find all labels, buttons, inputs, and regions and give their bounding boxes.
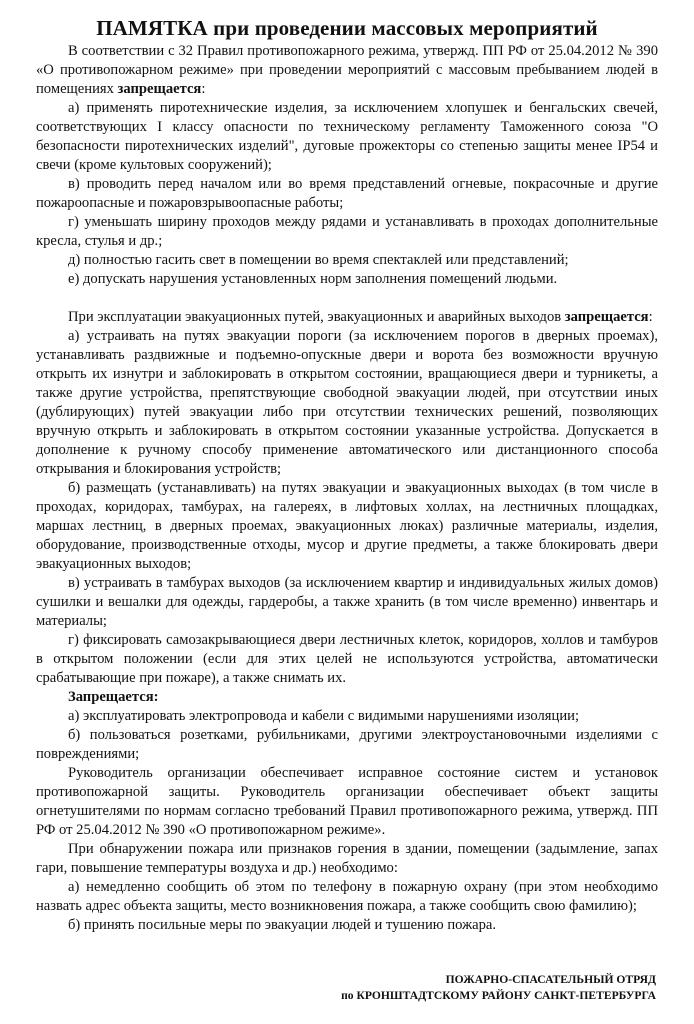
section3-header: Запрещается:	[68, 689, 159, 705]
section3-item-b: б) пользоваться розетками, рубильниками, другими электроустановочными изделиями с повреждениями;	[36, 727, 658, 762]
section1-item-v: в) проводить перед началом или во время представлений огневые, покрасочные и другие пожароопасные и пожаровзрывоопасные работы;	[36, 176, 658, 211]
section2-item-g: г) фиксировать самозакрывающиеся двери лестничных клеток, коридоров, холлов и тамбуров в открытом положении (если для этих целей не используются устройства, автоматически срабатывающие при пожаре), а также снимать их.	[36, 632, 658, 686]
intro-text: В соответствии с 32 Правил противопожарного режима, утвержд. ПП РФ от 25.04.2012 № 390 «О противопожарном режиме» при проведении мероприятий с массовым пребыванием людей в помещениях	[36, 43, 658, 97]
section2-item-v: в) устраивать в тамбурах выходов (за исключением квартир и индивидуальных жилых домов) сушилки и вешалки для одежды, гардеробы, а также хранить (в том числе временно) инвентарь и материалы;	[36, 575, 658, 629]
fire-item-a: а) немедленно сообщить об этом по телефону в пожарную охрану (при этом необходимо назвать адрес объекта защиты, место возникновения пожара, а также сообщить свою фамилию);	[36, 879, 658, 914]
section2-item-a: а) устраивать на путях эвакуации пороги (за исключением порогов в дверных проемах), устанавливать раздвижные и подъемно-опускные двери и ворота без возможности вручную открыть их изнутри и заблокировать в открытом состоянии, вращающиеся двери и турникеты, а также другие устройства, препятствующие свободной эвакуации людей, при отсутствии иных (дублирующих) путей эвакуации либо при отсутствии технических решений, позволяющих вручную открыть и заблокировать в открытом состоянии указанные устройства. Допускается в дополнение к ручному способу применение автоматического или дистанционного способа открывания и блокирования устройств;	[36, 328, 658, 477]
footer-line2: по КРОНШТАДТСКОМУ РАЙОНУ САНКТ-ПЕТЕРБУРГА	[341, 989, 656, 1002]
section2-intro-text: При эксплуатации эвакуационных путей, эвакуационных и аварийных выходов	[68, 309, 565, 325]
fire-intro-paragraph: При обнаружении пожара или признаков горения в здании, помещении (задымление, запах гари, повышение температуры воздуха и др.) необходимо:	[36, 841, 658, 876]
footer-line1: ПОЖАРНО-СПАСАТЕЛЬНЫЙ ОТРЯД	[445, 973, 656, 986]
section1-item-e: е) допускать нарушения установленных норм заполнения помещений людьми.	[68, 271, 558, 287]
manager-paragraph: Руководитель организации обеспечивает исправное состояние систем и установок противопожарной защиты. Руководитель организации обеспечивает объект защиты огнетушителями по нормам согласно требований Правил противопожарного режима, утвержд. ПП РФ от 25.04.2012 № 390 «О противопожарном режиме».	[36, 765, 658, 838]
section3-item-a: а) эксплуатировать электропровода и кабели с видимыми нарушениями изоляции;	[68, 708, 579, 724]
section1-item-d: д) полностью гасить свет в помещении во время спектаклей или представлений;	[68, 252, 569, 268]
fire-item-b: б) принять посильные меры по эвакуации людей и тушению пожара.	[68, 917, 497, 933]
section1-item-a: а) применять пиротехнические изделия, за исключением хлопушек и бенгальских свечей, соответствующих I классу опасности по техническому регламенту Таможенного союза "О безопасности пиротехнических изделий", дуговые прожекторы со степенью защиты менее IP54 и свечи (кроме культовых сооружений);	[36, 100, 658, 173]
section1-item-g: г) уменьшать ширину проходов между рядами и устанавливать в проходах дополнительные кресла, стулья и др.;	[36, 214, 658, 249]
section2-intro-bold: запрещается	[564, 309, 649, 325]
intro-end: :	[201, 81, 206, 97]
page-title: ПАМЯТКА при проведении массовых мероприятий	[96, 16, 598, 40]
intro-paragraph	[36, 42, 658, 99]
section2-item-b: б) размещать (устанавливать) на путях эвакуации и эвакуационных выходах (в том числе в проходах, коридорах, тамбурах, на галереях, в лифтовых холлах, на лестничных площадках, маршах лестниц, в дверных проемах, эвакуационных люках) различные материалы, изделия, оборудование, производственные отходы, мусор и другие предметы, а также блокировать двери эвакуационных выходов;	[36, 480, 658, 572]
section2-intro-end: :	[648, 309, 653, 325]
footer-signature	[341, 972, 656, 1004]
section2-intro	[36, 308, 658, 327]
intro-bold: запрещается	[117, 81, 202, 97]
